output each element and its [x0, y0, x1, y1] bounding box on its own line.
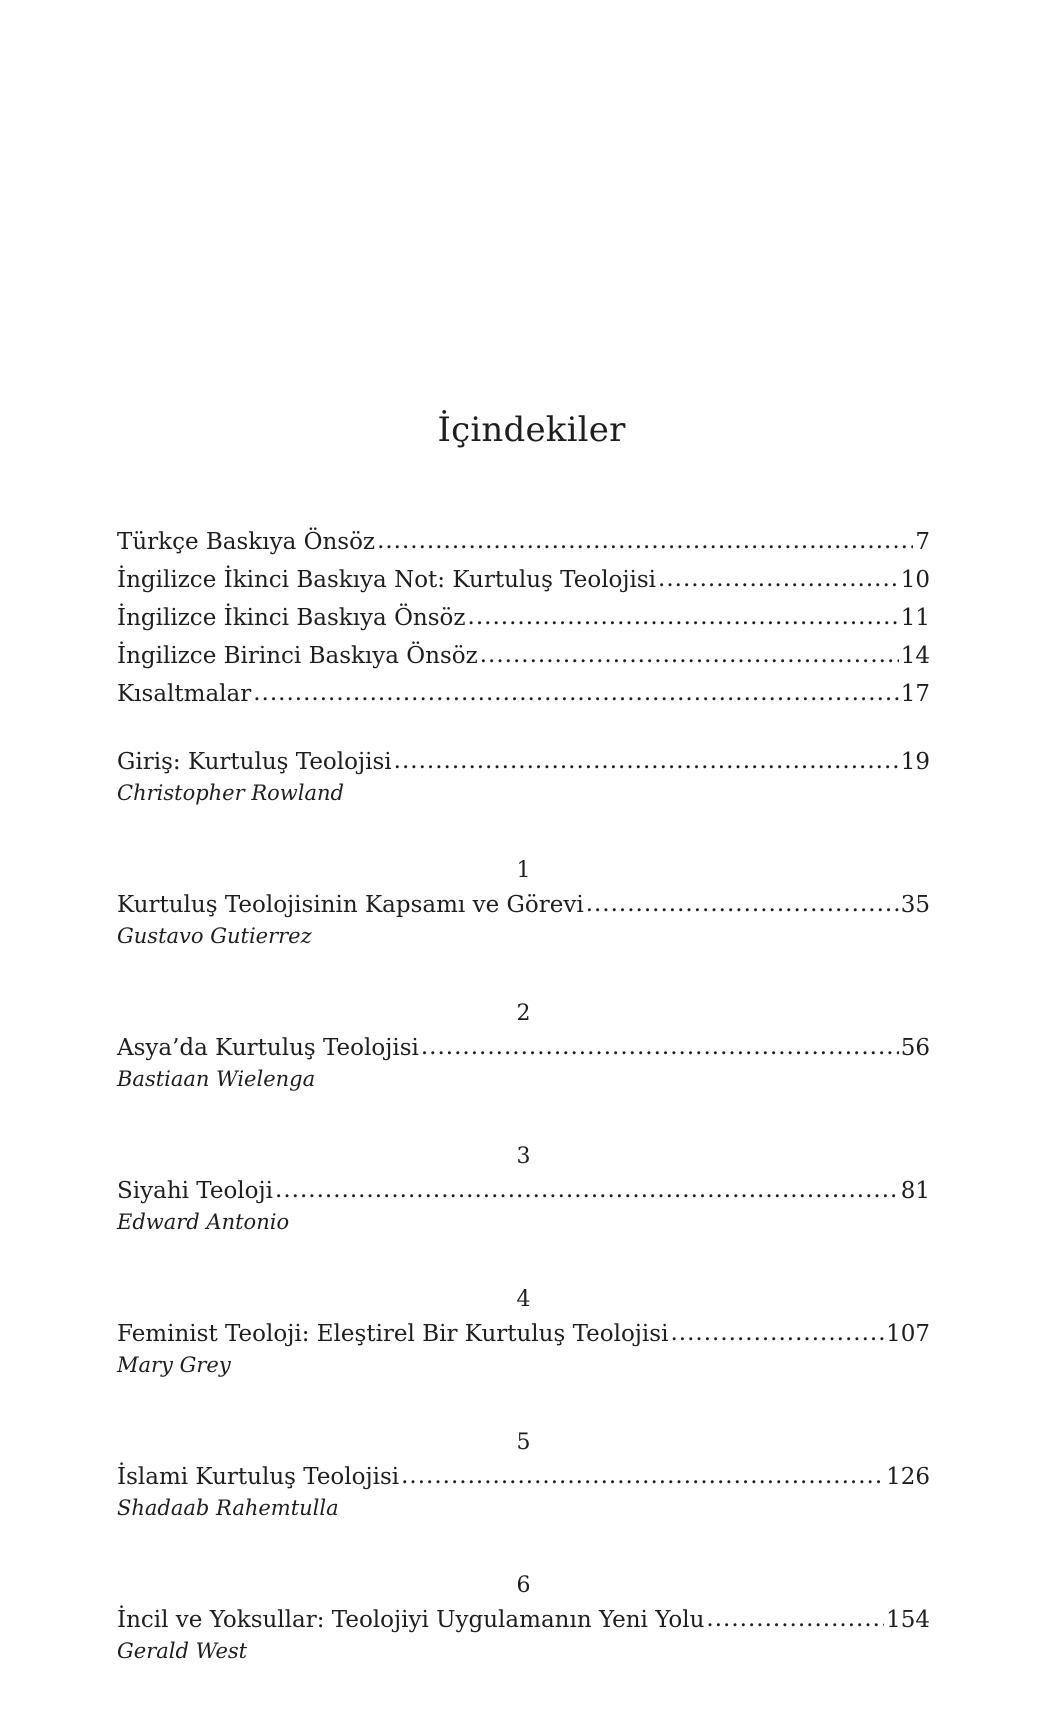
dot-leader — [421, 1028, 899, 1066]
toc-entry-title: Giriş: Kurtuluş Teolojisi — [117, 749, 392, 775]
toc-entry-chapter — [117, 1428, 930, 1526]
toc-entry-title: İncil ve Yoksullar: Teolojiyi Uygulamanın Yeni Yolu — [117, 1607, 705, 1633]
toc-entry-row[interactable] — [117, 1315, 930, 1353]
toc-entry-intro — [117, 743, 930, 811]
dot-leader — [670, 1314, 884, 1352]
dot-leader — [275, 1171, 899, 1209]
dot-leader — [377, 522, 913, 560]
toc-page-number: 17 — [900, 681, 930, 707]
toc-page-number: 14 — [900, 643, 930, 669]
toc-entry-front-matter[interactable] — [117, 599, 930, 637]
toc-entry-row[interactable] — [117, 1172, 930, 1210]
toc-page-number: 11 — [900, 605, 930, 631]
chapter-number: 2 — [516, 1001, 531, 1026]
toc-entry-title: Türkçe Baskıya Önsöz — [117, 529, 376, 555]
toc-entry-chapter — [117, 1571, 930, 1669]
dot-leader — [706, 1600, 884, 1638]
toc-entry-chapter — [117, 999, 930, 1097]
toc-entry-title: İngilizce İkinci Baskıya Önsöz — [117, 605, 466, 631]
chapter-number: 3 — [516, 1144, 531, 1169]
toc-page-number: 7 — [915, 529, 930, 555]
toc-page-number: 154 — [886, 1607, 930, 1633]
toc-entry-author: Gustavo Gutierrez — [117, 924, 312, 948]
toc-entry-author: Gerald West — [117, 1639, 248, 1663]
toc-entry-row[interactable] — [117, 743, 930, 781]
chapter-number: 6 — [516, 1573, 531, 1598]
dot-leader — [586, 885, 899, 923]
toc-page-number: 81 — [900, 1178, 930, 1204]
toc-entry-row[interactable] — [117, 886, 930, 924]
toc-entry-row[interactable] — [117, 1458, 930, 1496]
chapter-number: 4 — [516, 1287, 531, 1312]
toc-page-number: 107 — [886, 1321, 930, 1347]
dot-leader — [468, 598, 899, 636]
toc-entry-title: İngilizce Birinci Baskıya Önsöz — [117, 643, 478, 669]
toc-entry-row[interactable] — [117, 1601, 930, 1639]
toc-entry-chapter — [117, 1285, 930, 1383]
toc-page-number: 19 — [900, 749, 930, 775]
toc-entry-front-matter[interactable] — [117, 637, 930, 675]
toc-entry-chapter — [117, 1142, 930, 1240]
toc-entry-title: İslami Kurtuluş Teolojisi — [117, 1464, 400, 1490]
dot-leader — [401, 1457, 884, 1495]
toc-entry-title: Asya’da Kurtuluş Teolojisi — [117, 1035, 419, 1061]
toc-entry-chapter — [117, 856, 930, 954]
dot-leader — [658, 560, 899, 598]
toc-page-number: 35 — [900, 892, 930, 918]
toc-entry-author: Christopher Rowland — [117, 781, 344, 805]
toc-page-number: 126 — [886, 1464, 930, 1490]
toc-entry-title: Siyahi Teoloji — [117, 1178, 274, 1204]
toc-entry-title: İngilizce İkinci Baskıya Not: Kurtuluş Teolojisi — [117, 567, 657, 593]
dot-leader — [394, 742, 899, 780]
toc-entry-row[interactable] — [117, 1029, 930, 1067]
dot-leader — [253, 674, 898, 712]
page-title: İçindekiler — [437, 410, 626, 450]
toc-entry-title: Kısaltmalar — [117, 681, 252, 707]
table-of-contents — [117, 523, 930, 1714]
toc-entry-title: Kurtuluş Teolojisinin Kapsamı ve Görevi — [117, 892, 584, 918]
toc-entry-author: Edward Antonio — [117, 1210, 290, 1234]
dot-leader — [480, 636, 899, 674]
toc-entry-front-matter[interactable] — [117, 675, 930, 713]
toc-page-number: 56 — [900, 1035, 930, 1061]
toc-entry-author: Shadaab Rahemtulla — [117, 1496, 339, 1520]
toc-page-number: 10 — [900, 567, 930, 593]
toc-entry-front-matter[interactable] — [117, 561, 930, 599]
chapter-number: 5 — [516, 1430, 531, 1455]
toc-entry-title: Feminist Teoloji: Eleştirel Bir Kurtuluş Teolojisi — [117, 1321, 669, 1347]
spacer — [117, 713, 930, 743]
chapter-number: 1 — [516, 858, 531, 883]
toc-entry-front-matter[interactable] — [117, 523, 930, 561]
toc-entry-author: Mary Grey — [117, 1353, 231, 1377]
toc-entry-author: Bastiaan Wielenga — [117, 1067, 316, 1091]
